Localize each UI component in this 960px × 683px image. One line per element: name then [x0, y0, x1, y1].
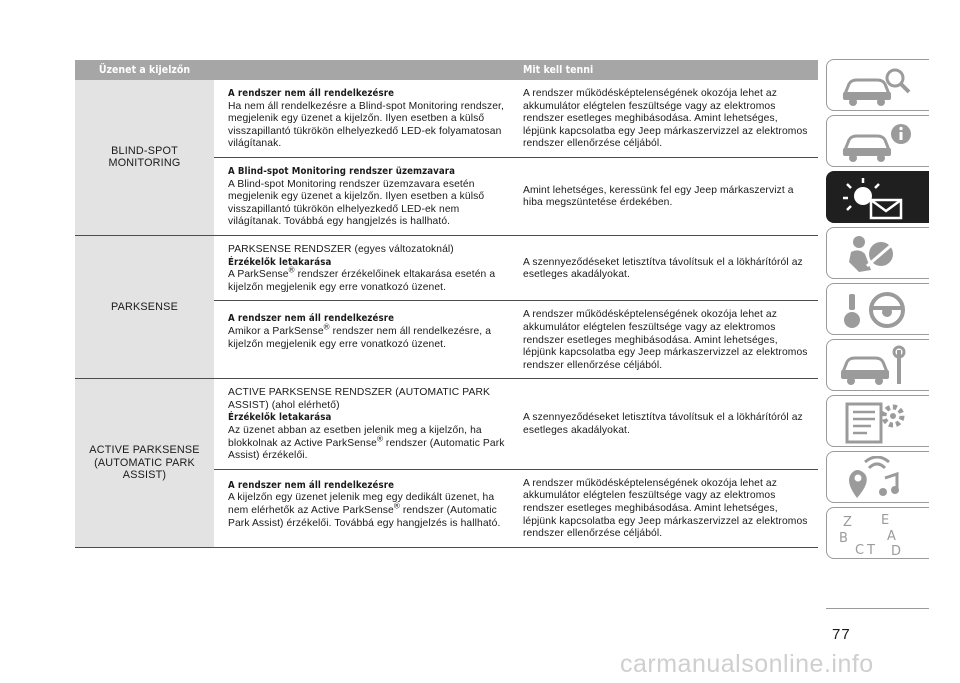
tab-index[interactable] [826, 507, 929, 559]
car-wrench-icon [837, 344, 921, 388]
description-cell [214, 301, 512, 378]
page-number: 77 [832, 626, 851, 643]
row-title: A Blind-spot Monitoring rendszer üzemzavara [228, 165, 456, 177]
action-cell [512, 236, 818, 300]
table-row [214, 301, 818, 378]
car-search-icon [837, 64, 921, 108]
description-cell [214, 470, 512, 547]
group-parksense [75, 236, 818, 379]
row-title: A rendszer nem áll rendelkezésre [228, 479, 395, 491]
warning-light-message-icon [837, 176, 921, 220]
index-letters-icon [837, 512, 921, 556]
group-active-parksense [75, 379, 818, 548]
table-row [214, 379, 818, 470]
row-title: Érzékelők letakarása [228, 256, 332, 268]
multimedia-icon [837, 456, 921, 500]
header-action: Mit kell tenni [523, 64, 594, 76]
message-table [75, 60, 818, 548]
tab-starting-driving[interactable] [826, 283, 929, 335]
index-letter: C [855, 543, 865, 556]
action-cell [512, 80, 818, 157]
row-title: Érzékelők letakarása [228, 412, 332, 424]
description-cell [214, 379, 512, 469]
row-title: A rendszer nem áll rendelkezésre [228, 313, 395, 325]
group-label: ACTIVE PARKSENSE (AUTOMATIC PARK ASSIST) [75, 379, 214, 547]
tab-dashboard[interactable] [826, 115, 929, 167]
row-text: A Blind-spot Monitoring rendszer üzemzavara esetén megjelenik egy üzenet a kijelzőn. Ilyen esetben a külső visszapillantó tükrökön elhelyezkedő LED-ek nem világítanak. Továbbá egy hangjelzés is hallható. [228, 178, 485, 228]
group-label: BLIND-SPOT MONITORING [75, 80, 214, 235]
row-text: Amikor a ParkSense [228, 325, 324, 337]
row-text: A kijelzőn egy üzenet jelenik meg egy dedikált üzenet, ha nem elérhetők az Active ParkSense [228, 492, 495, 517]
index-letter: T [867, 543, 875, 556]
description-cell [214, 158, 512, 235]
row-heading: ACTIVE PARKSENSE RENDSZER (AUTOMATIC PARK ASSIST) (ahol elérhető) [228, 387, 490, 411]
chapter-sidebar [826, 59, 929, 563]
index-letter: E [881, 513, 890, 528]
group-label: PARKSENSE [75, 236, 214, 378]
action-text: A szennyeződéseket letisztítva távolítsuk el a lökhárítóról az esetleges akadályokat. [523, 412, 803, 437]
specifications-gear-icon [837, 400, 921, 444]
action-text: A szennyeződéseket letisztítva távolítsuk el a lökhárítóról az esetleges akadályokat. [523, 256, 803, 281]
registered-mark: ® [288, 265, 295, 275]
index-letter: D [891, 544, 902, 556]
row-heading: PARKSENSE RENDSZER (egyes változatoknál) [228, 243, 454, 255]
row-text: Az üzenet abban az esetben jelenik meg a kijelzőn, ha blokkolnak az Active ParkSense [228, 425, 482, 449]
row-text: A ParkSense [228, 269, 289, 281]
action-text: A rendszer működésképtelenségének okozója lehet az akkumulátor elégtelen feszültsége vagy az elektromos rendszer esetleges meghibásodása. Amint lehetséges, lépjünk kapcsolatba egy Jeep márkaszervizzel az elektromos rendszer ellenőrzése céljából. [523, 309, 808, 371]
header-blank [214, 60, 512, 80]
header-message: Üzenet a kijelzőn [98, 64, 191, 76]
action-text: Amint lehetséges, keressünk fel egy Jeep márkaszervizt a hiba megszüntetése érdekében. [523, 184, 794, 209]
registered-mark: ® [376, 434, 383, 444]
index-letter: B [839, 531, 848, 546]
steering-wheel-key-icon [837, 288, 921, 332]
tab-warning-lights[interactable] [826, 171, 929, 223]
description-cell [214, 236, 512, 300]
car-info-icon [837, 120, 921, 164]
tab-emergency[interactable] [826, 339, 929, 391]
table-header [75, 60, 818, 80]
airbag-safety-icon [837, 232, 921, 276]
sidebar-divider [826, 608, 929, 609]
action-text: A rendszer működésképtelenségének okozója lehet az akkumulátor elégtelen feszültsége vagy az elektromos rendszer esetleges meghibásodása. Amint lehetséges, lépjünk kapcsolatba egy Jeep márkaszervizzel az elektromos rendszer ellenőrzése céljából. [523, 88, 808, 150]
row-text-cont: rendszer (Automatic Park Assist) érzékelői. Továbbá egy hangjelzés is hallható. [228, 505, 501, 529]
action-cell [512, 158, 818, 235]
table-row [214, 236, 818, 301]
table-row [214, 470, 818, 547]
description-cell [214, 80, 512, 157]
row-text-cont: rendszer érzékelőinek eltakarása esetén a kijelzőn megjelenik egy erre vonatkozó üzenet. [228, 269, 496, 293]
table-row [214, 158, 818, 235]
row-title: A rendszer nem áll rendelkezésre [228, 88, 395, 99]
tab-safety[interactable] [826, 227, 929, 279]
registered-mark: ® [323, 322, 330, 332]
row-text-cont: rendszer (Automatic Park Assist) érzékelői. [228, 437, 505, 462]
index-letter: Z [843, 515, 852, 530]
action-text: A rendszer működésképtelenségének okozója lehet az akkumulátor elégtelen feszültsége vagy az elektromos rendszer esetleges meghibásodása. Amint lehetséges, lépjünk kapcsolatba egy Jeep márkaszervizzel az elektromos rendszer ellenőrzése céljából. [523, 477, 808, 540]
tab-multimedia[interactable] [826, 451, 929, 503]
table-row [214, 80, 818, 158]
group-blind-spot [75, 80, 818, 236]
row-text: Ha nem áll rendelkezésre a Blind-spot Monitoring rendszer, megjelenik egy üzenet a kijelzőn. Ilyen esetben a külső visszapillantó tükrökön elhelyezkedő LED-ek folyamatosan világítanak. [228, 100, 504, 150]
action-cell [512, 470, 818, 547]
tab-getting-to-know[interactable] [826, 59, 929, 111]
watermark: carmanualsonline.info [620, 650, 874, 678]
index-letter: A [887, 529, 896, 544]
row-text-cont: rendszer nem áll rendelkezésre, a kijelzőn megjelenik egy erre vonatkozó üzenet. [228, 325, 492, 350]
tab-maintenance[interactable] [826, 395, 929, 447]
action-cell [512, 301, 818, 378]
action-cell [512, 379, 818, 469]
registered-mark: ® [393, 501, 400, 511]
